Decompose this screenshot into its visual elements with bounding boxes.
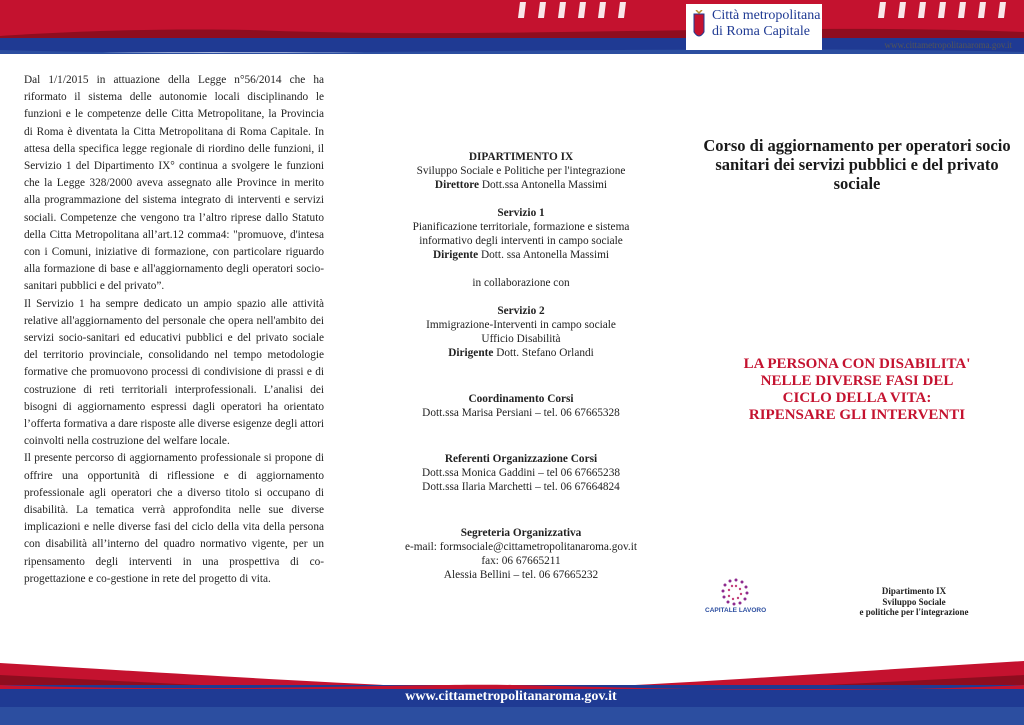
coordination-title: Coordinamento Corsi bbox=[468, 393, 574, 405]
referent-contact: Dott.ssa Monica Gaddini – tel 06 67665238 bbox=[422, 467, 620, 479]
contacts-column bbox=[380, 150, 662, 582]
header-band bbox=[0, 0, 1024, 60]
headline-line: RIPENSARE GLI INTERVENTI bbox=[748, 407, 966, 423]
referents-title: Referenti Organizzazione Corsi bbox=[444, 453, 598, 465]
referent-contact: Dott.ssa Ilaria Marchetti – tel. 06 67664824 bbox=[422, 481, 620, 493]
service-1-line: Pianificazione territoriale, formazione e sistema bbox=[412, 221, 630, 233]
secretariat-block bbox=[380, 526, 662, 582]
footer-dept-line: Sviluppo Sociale bbox=[882, 596, 946, 607]
service-1-dir-name: Dott. ssa Antonella Massimi bbox=[478, 249, 610, 261]
intro-paragraph: Il presente percorso di aggiornamento professionale si propone di offrire una opportunità di riflessione e di aggiornamento professionale agli operatori che a diverso titolo si occupano di disabilità. La tematica verrà approfondita nelle sue diverse implicazioni e nelle diverse fasi del ciclo della vita della persona con disabilità all’interno del quadro normativo vigente, per un ripensamento degli interventi in una prospettiva di co-progettazione e co-gestione in rete del progetto di vita. bbox=[24, 452, 324, 585]
course-title: Corso di aggiornamento per operatori socio sanitari dei servizi pubblici e del privato sociale bbox=[703, 136, 1011, 193]
headline-line: LA PERSONA CON DISABILITA' bbox=[743, 356, 971, 372]
secretariat-title: Segreteria Organizzativa bbox=[460, 527, 582, 539]
director-name: Dott.ssa Antonella Massimi bbox=[479, 179, 608, 191]
footer-dept-line: e politiche per l'integrazione bbox=[859, 607, 969, 617]
secretariat-email[interactable]: e-mail: formsociale@cittametropolitanaroma.gov.it bbox=[404, 541, 638, 553]
service-1-dir-label: Dirigente bbox=[432, 249, 479, 261]
service-1-title: Servizio 1 bbox=[497, 207, 545, 219]
service-1-block bbox=[380, 206, 662, 262]
secretariat-fax: fax: 06 67665211 bbox=[481, 555, 561, 567]
service-2-block bbox=[380, 304, 662, 360]
collaboration-text: in collaborazione con bbox=[472, 277, 570, 289]
headline-line: NELLE DIVERSE FASI DEL bbox=[760, 373, 954, 389]
intro-paragraph: Il Servizio 1 ha sempre dedicato un ampio spazio alle attività relative all'aggiornamento del personale che opera nell'ambito dei servizi socio-sanitari ed educativi pubblici e del privato sociale del territorio provinciale, consolidando nel tempo metodologie formative che promuovono processi di condivisione di prassi e di costruzione di reti territoriali interprofessionali. L’analisi dei bisogni di aggiornamento espressi dagli operatori ha orientato l’offerta formativa a dare risposte alle diverse esigenze degli attori coinvolti nella costruzione del welfare locale. bbox=[24, 297, 324, 448]
city-logo-text bbox=[712, 8, 820, 40]
intro-text bbox=[24, 72, 324, 588]
footer-department bbox=[834, 586, 994, 618]
service-2-dir-name: Dott. Stefano Orlandi bbox=[493, 347, 594, 359]
service-2-line: Immigrazione-Interventi in campo sociale bbox=[426, 319, 616, 331]
header-url[interactable]: www.cittametropolitanaroma.gov.it bbox=[884, 40, 1012, 50]
service-2-line: Ufficio Disabilità bbox=[481, 333, 561, 345]
service-1-line: informativo degli interventi in campo sociale bbox=[419, 235, 623, 247]
secretariat-contact: Alessia Bellini – tel. 06 67665232 bbox=[443, 569, 599, 581]
department-subtitle: Sviluppo Sociale e Politiche per l'integrazione bbox=[416, 165, 626, 177]
department-block bbox=[380, 150, 662, 192]
headline-line: CICLO DELLA VITA: bbox=[782, 390, 932, 406]
coordination-contact: Dott.ssa Marisa Persiani – tel. 06 67665328 bbox=[422, 407, 620, 419]
footer-dept-line: Dipartimento IX bbox=[881, 586, 947, 596]
service-2-title: Servizio 2 bbox=[497, 305, 545, 317]
director-label: Direttore bbox=[434, 179, 480, 191]
coordination-block bbox=[380, 392, 662, 420]
department-title: DIPARTIMENTO IX bbox=[468, 151, 574, 163]
crest-icon bbox=[692, 10, 706, 42]
referents-block bbox=[380, 452, 662, 494]
logo-line-1: Città metropolitana bbox=[712, 8, 821, 23]
intro-paragraph: Dal 1/1/2015 in attuazione della Legge n°56/2014 che ha riformato il sistema delle autonomie locali disciplinando le funzioni e le competenze delle Citta Metropolitane, la Provincia di Roma è diventata la Citta Metropolitana di Roma Capitale. In attesa della specifica legge regionale di riordino delle funzioni, il Servizio 1 del Dipartimento IX° continua a svolgere le funzioni che la Legge 328/2000 aveva assegnato alle Province in merito alla programmazione del sistema integrato di interventi e servizi sociali. Competenze che vengono tra l’altro riprese dallo Statuto della Citta Metropolitana all’art.12 comma4: "promuove, d'intesa con i Comuni, iniziative di formazione, con particolare riguardo alla formazione di base e all'aggiornamento degli operatori socio-sanitari pubblici e del privato”. bbox=[24, 74, 324, 293]
footer-url[interactable]: www.cittametropolitanaroma.gov.it bbox=[405, 689, 617, 704]
logo-line-2: di Roma Capitale bbox=[712, 24, 810, 39]
capitale-lavoro-text: CAPITALE LAVORO bbox=[705, 607, 767, 614]
service-2-dir-label: Dirigente bbox=[448, 347, 494, 359]
course-headline bbox=[694, 356, 1020, 424]
